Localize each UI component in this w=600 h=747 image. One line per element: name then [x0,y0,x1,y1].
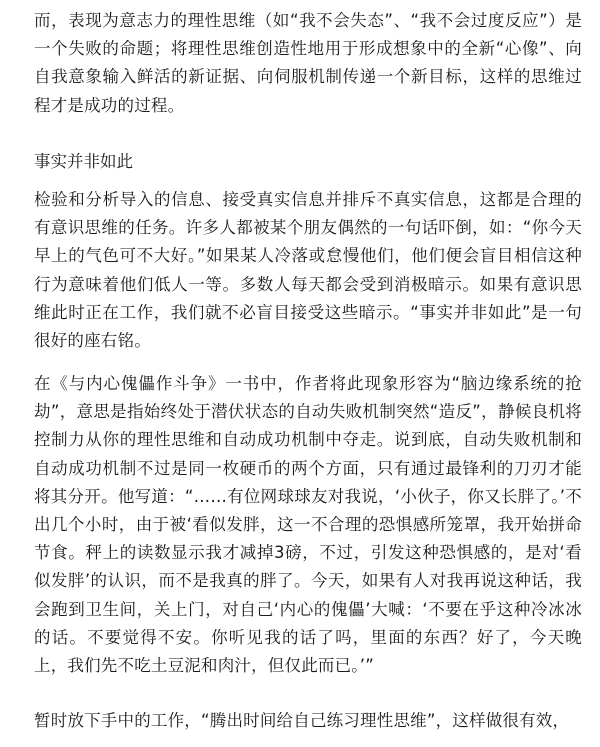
paragraph-take-a-break: 暂时放下手中的工作，“腾出时间给自己练习理性思维”，这样做很有效， [34,711,570,730]
paragraph-book-quote: 在《与内心傀儡作斗争》一书中，作者将此现象形容为“脑边缘系统的抢劫”，意思是指始终处于潜伏状态的自动失败机制突然“造反”，静候良机将控制力从你的理性思维和自动成功机制中夺走。说到底，自动失败机制和自动成功机制不过是同一枚硬币的两个方面，只有通过最锋利的刀刃才能将其分开。他写道：“……有位网球球友对我说，‘小伙子，你又长胖了。’不出几个小时，由于被‘看似发胖，这一不合理的恐惧感所笼罩，我开始拼命节食。秤上的读数显示我才减掉3磅，不过，引发这种恐惧感的，是对‘看似发胖’的认识，而不是我真的胖了。今天，如果有人对我再说这种话，我会跑到卫生间，关上门，对自己‘内心的傀儡’大喊：‘不要在乎这种冷冰冰的话。不要觉得不安。你听见我的话了吗，里面的东西？好了，今天晚上，我们先不吃土豆泥和肉汁，但仅此而已。’” [34,374,582,676]
paragraph-rational-thinking: 而，表现为意志力的理性思维（如“我不会失态”、“我不会过度反应”）是一个失败的命题；将理性思维创造性地用于形成想象中的全新“心像”、向自我意象输入鲜活的新证据、向伺服机制传递一个新目标，这样的思维过程才是成功的过程。 [34,11,582,115]
section-heading: 事实并非如此 [34,152,133,171]
paragraph-negative-suggestions: 检验和分析导入的信息、接受真实信息并排斥不真实信息，这都是合理的有意识思维的任务。许多人都被某个朋友偶然的一句话吓倒，如：“你今天早上的气色可不大好。”如果某人冷落或怠慢他们，他们便会盲目相信这种行为意味着他们低人一等。多数人每天都会受到消极暗示。如果有意识思维此时正在工作，我们就不必盲目接受这些暗示。“事实并非如此”是一句很好的座右铭。 [34,190,582,351]
